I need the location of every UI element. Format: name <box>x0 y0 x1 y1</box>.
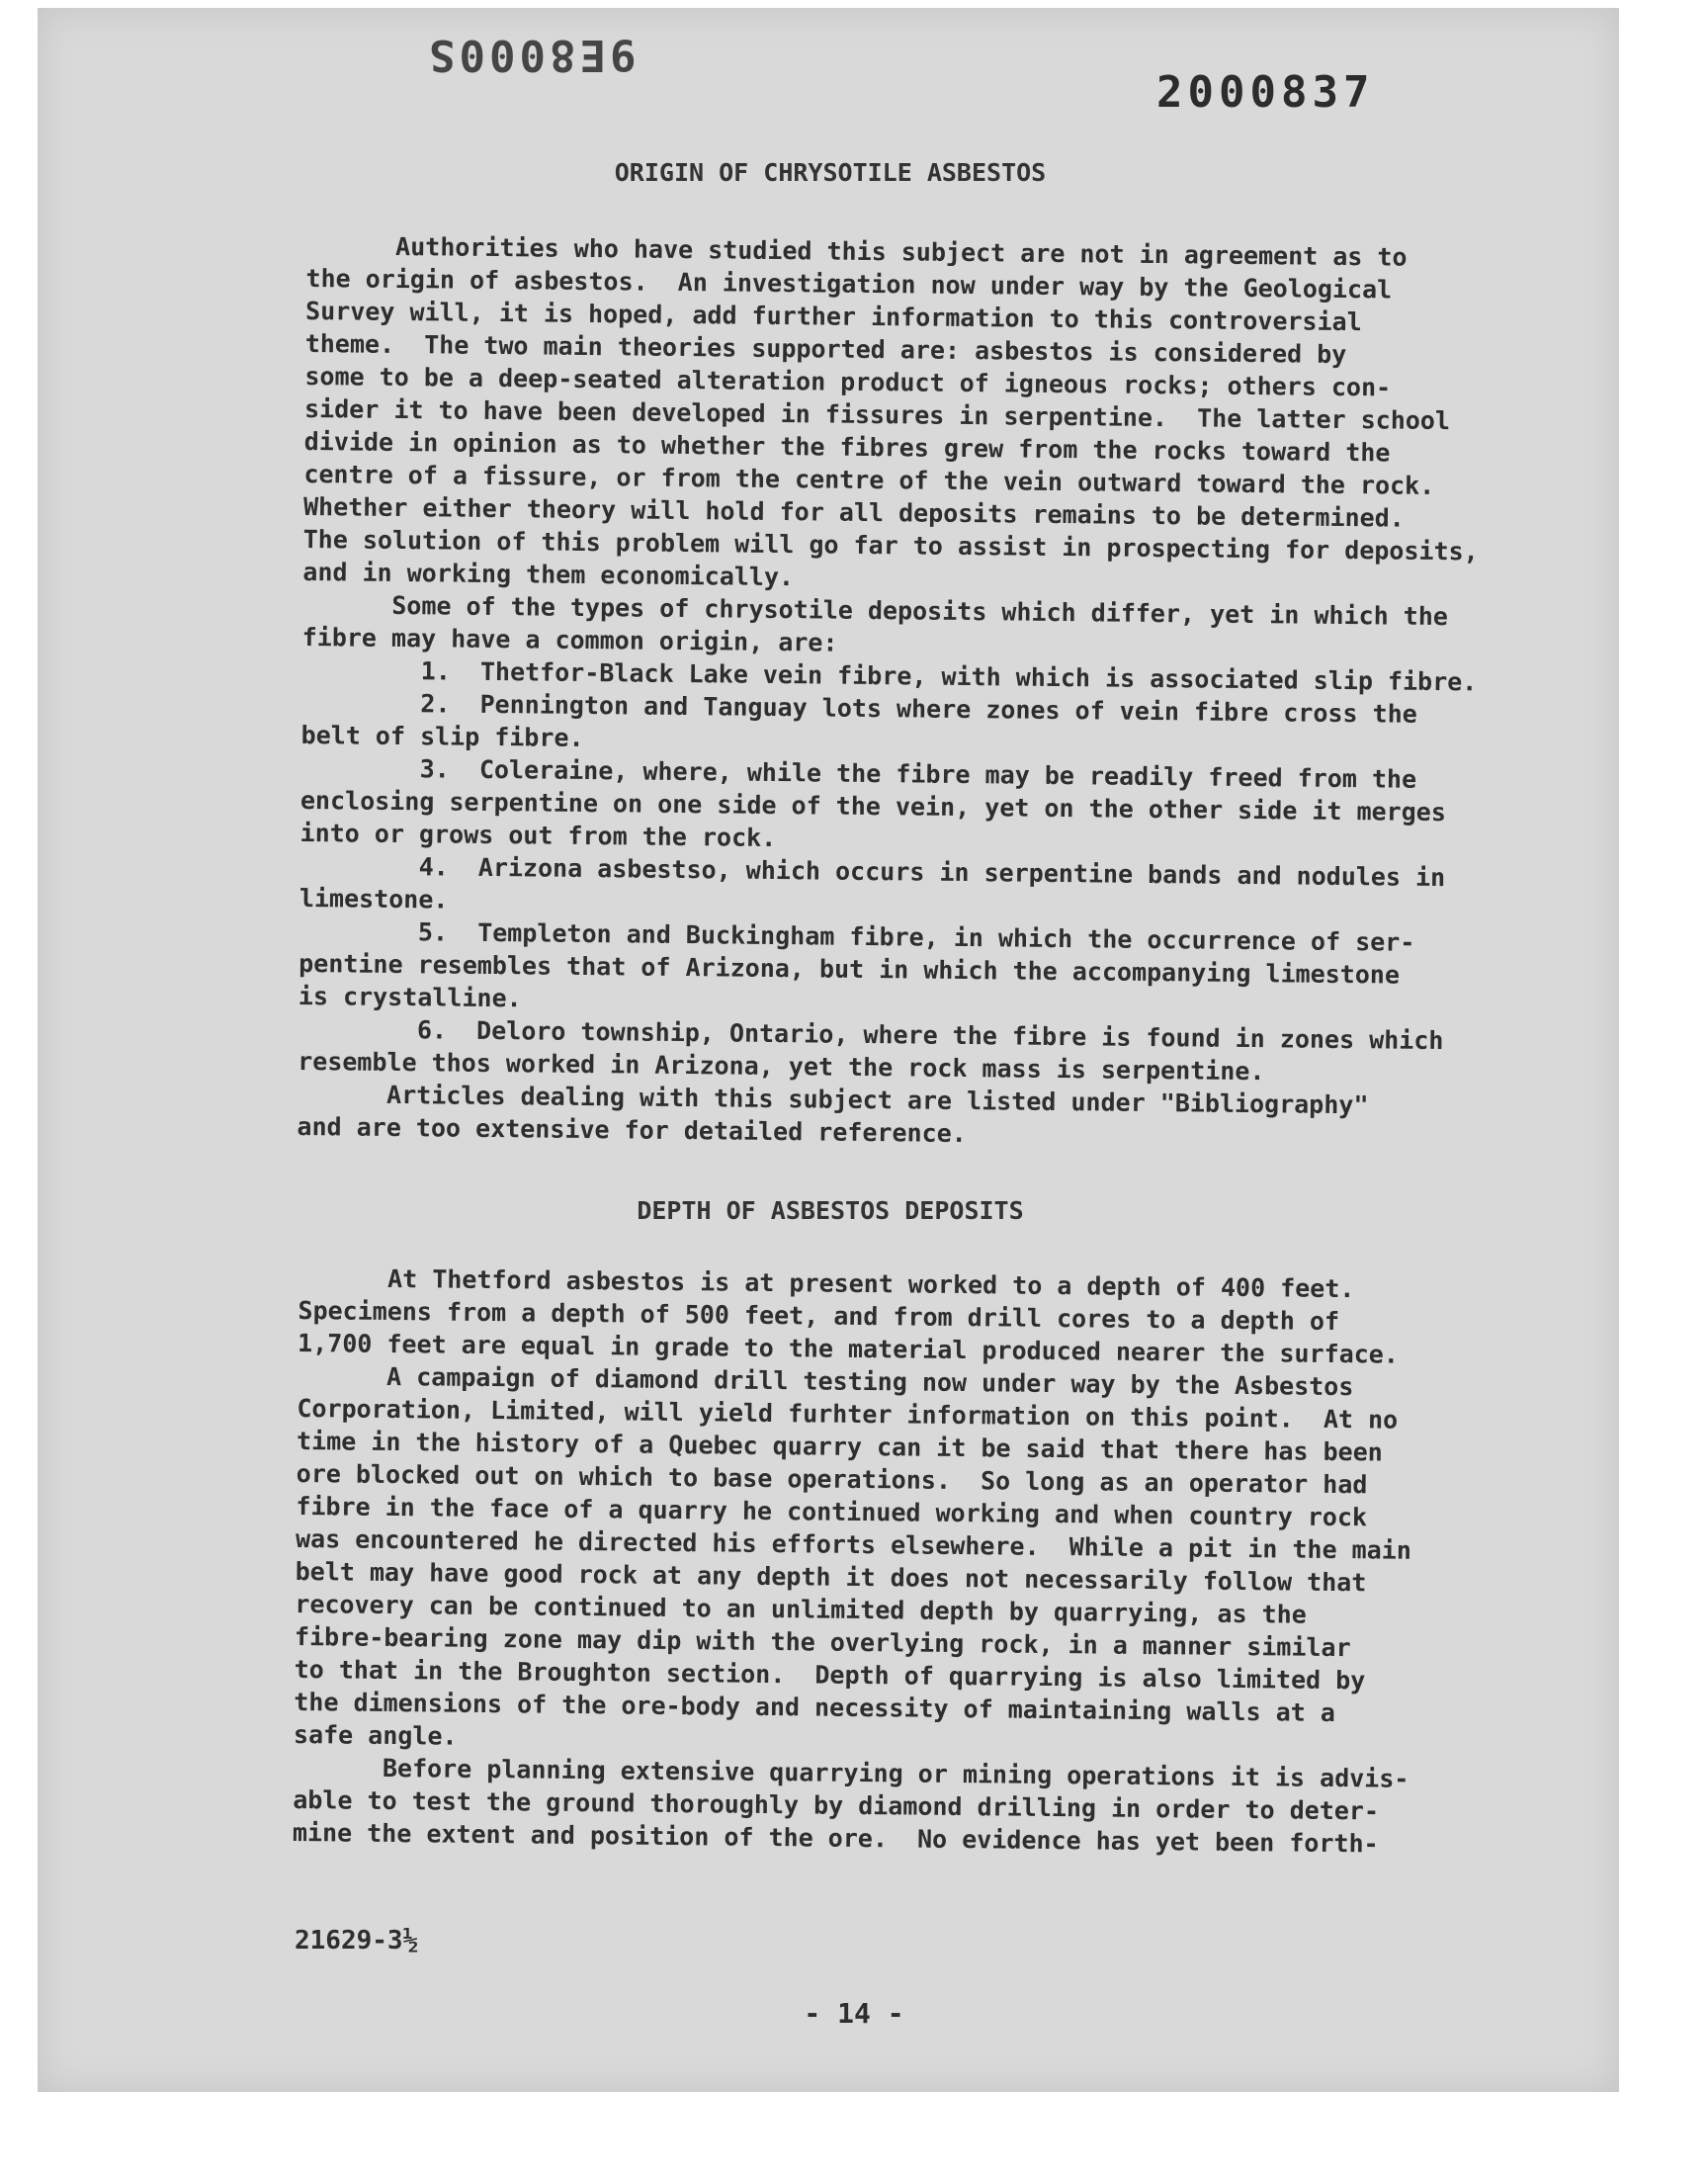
section-heading-origin: ORIGIN OF CHRYSOTILE ASBESTOS <box>614 158 1047 187</box>
text-line: divide in opinion as to whether the fibres grew from the rocks toward the <box>303 426 1391 468</box>
text-line: pentine resembles that of Arizona, but in which the accompanying limestone <box>299 948 1401 990</box>
text-line: and are too extensive for detailed reference. <box>297 1111 967 1149</box>
page-number: - 14 - <box>804 1997 904 2030</box>
section-body-origin <box>297 229 1611 1157</box>
section-body-depth <box>293 1262 1603 1863</box>
text-line: A campaign of diamond drill testing now under way by the Asbestos <box>297 1360 1354 1402</box>
text-line: fibre may have a common origin, are: <box>301 622 838 657</box>
text-line: the dimensions of the ore-body and necessity of maintaining walls at a <box>294 1687 1336 1728</box>
text-line: Before planning extensive quarrying or mining operations it is advis- <box>293 1752 1409 1793</box>
text-line: belt may have good rock at any depth it does not necessarily follow that <box>295 1556 1367 1598</box>
text-line: mine the extent and position of the ore. No evidence has yet been forth- <box>292 1817 1379 1859</box>
text-line: ore blocked out on which to base operations. So long as an operator had <box>296 1458 1368 1500</box>
document-stamp-number: 2000837 <box>1156 67 1375 118</box>
text-line: safe angle. <box>293 1719 458 1751</box>
text-line: to that in the Broughton section. Depth of quarrying is also limited by <box>294 1654 1366 1696</box>
text-line: into or grows out from the rock. <box>299 818 777 853</box>
text-line: some to be a deep-seated alteration product of igneous rocks; others con- <box>304 361 1392 402</box>
text-line: Specimens from a depth of 500 feet, and from drill cores to a depth of <box>298 1295 1340 1337</box>
text-line: Some of the types of chrysotile deposits which differ, yet in which the <box>301 589 1449 632</box>
text-line: resemble thos worked in Arizona, yet the rock mass is serpentine. <box>298 1046 1265 1087</box>
text-line: 4. Arizona asbestso, which occurs in serpentine bands and nodules in <box>299 850 1446 893</box>
text-line: limestone. <box>299 883 449 914</box>
text-line: fibre in the face of a quarry he continued working and when country rock <box>296 1491 1368 1532</box>
text-line: theme. The two main theories supported are: asbestos is considered by <box>304 328 1347 370</box>
text-line: and in working them economically. <box>302 557 795 592</box>
text-line: 6. Deloro township, Ontario, where the fibre is found in zones which <box>298 1013 1444 1056</box>
text-line: Articles dealing with this subject are listed under "Bibliography" <box>297 1079 1369 1120</box>
text-line: The solution of this problem will go far to assist in prospecting for deposits, <box>302 524 1479 566</box>
text-line: 2. Pennington and Tanguay lots where zones of vein fibre cross the <box>300 687 1417 729</box>
text-line: sider it to have been developed in fissures in serpentine. The latter school <box>303 393 1451 436</box>
inverted-stamp-number: 9E8000S <box>425 30 637 80</box>
text-line: 1. Thetfor-Black Lake vein fibre, with which is associated slip fibre. <box>301 654 1478 697</box>
text-line: enclosing serpentine on one side of the vein, yet on the other side it merges <box>299 785 1446 827</box>
text-line: Authorities who have studied this subject are not in agreement as to <box>305 230 1408 272</box>
text-line: belt of slip fibre. <box>300 720 584 752</box>
text-line: 3. Coleraine, where, while the fibre may be readily freed from the <box>300 752 1417 794</box>
text-line: Corporation, Limited, will yield furhter information on this point. At no <box>297 1393 1399 1435</box>
text-line: the origin of asbestos. An investigation now under way by the Geological <box>305 263 1393 304</box>
document-reference-number: 21629-3½ <box>295 1926 419 1956</box>
section-heading-depth: DEPTH OF ASBESTOS DEPOSITS <box>637 1196 1024 1225</box>
text-line: centre of a fissure, or from the centre of the vein outward toward the rock. <box>303 459 1435 500</box>
text-line: 5. Templeton and Buckingham fibre, in which the occurrence of ser- <box>299 915 1415 957</box>
text-line: is crystalline. <box>298 981 522 1013</box>
text-line: Whether either theory will hold for all deposits remains to be determined. <box>302 491 1405 533</box>
text-line: fibre-bearing zone may dip with the overlying rock, in a manner similar <box>294 1621 1351 1663</box>
text-line: At Thetford asbestos is at present worked to a depth of 400 feet. <box>298 1262 1355 1304</box>
text-line: time in the history of a Quebec quarry can it be said that there has been <box>296 1426 1383 1467</box>
text-line: able to test the ground thoroughly by diamond drilling in order to deter- <box>293 1784 1380 1826</box>
text-line: was encountered he directed his efforts elsewhere. While a pit in the main <box>295 1523 1412 1565</box>
text-line: Survey will, it is hoped, add further information to this controversial <box>304 296 1362 337</box>
text-line: recovery can be continued to an unlimited depth by quarrying, as the <box>295 1589 1307 1629</box>
text-line: 1,700 feet are equal in grade to the material produced nearer the surface. <box>297 1328 1400 1369</box>
